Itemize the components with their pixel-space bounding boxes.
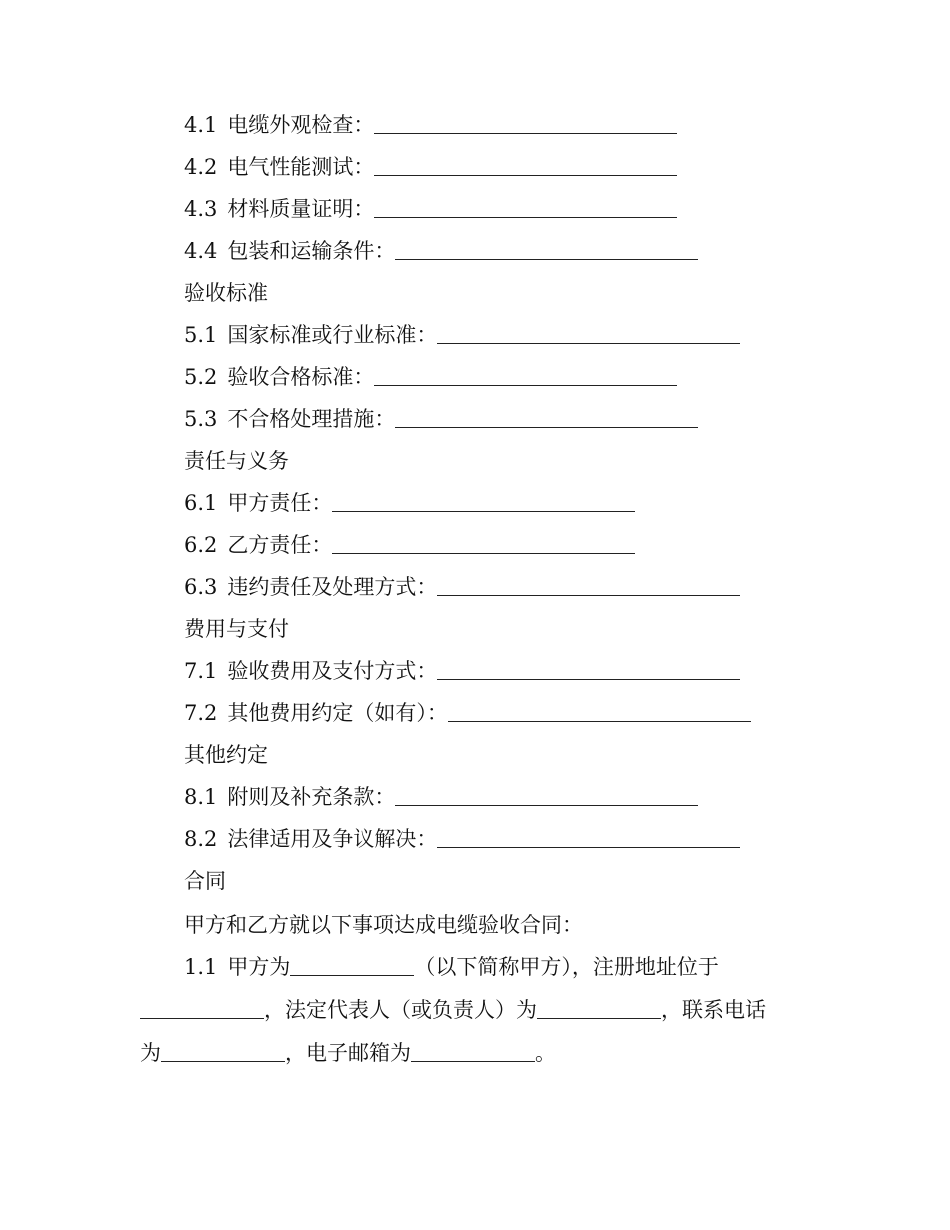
item-4-3: [184, 194, 677, 224]
fill-blank[interactable]: [437, 325, 740, 344]
section-heading-contract: 合同: [184, 869, 226, 893]
item-label: 材料质量证明：: [227, 197, 375, 221]
item-number: 6.3: [184, 575, 218, 599]
item-label: 电气性能测试：: [227, 155, 375, 179]
item-number: 7.1: [184, 659, 218, 683]
item-number: 4.4: [184, 239, 218, 263]
clause-number: 1.1: [184, 955, 218, 979]
item-number: 4.1: [184, 113, 218, 137]
item-number: 5.3: [184, 407, 218, 431]
item-label: 电缆外观检查：: [227, 113, 375, 137]
item-label: 法律适用及争议解决：: [227, 827, 438, 851]
item-number: 8.1: [184, 785, 218, 809]
clause-text: 甲方为: [227, 955, 291, 979]
contract-clause-line-3: [140, 1038, 556, 1068]
item-6-3: [184, 572, 740, 602]
fill-blank[interactable]: [374, 115, 677, 134]
item-label: 附则及补充条款：: [227, 785, 396, 809]
clause-text: ，法定代表人（或负责人）为: [264, 998, 537, 1022]
item-label: 包装和运输条件：: [227, 239, 396, 263]
item-label: 乙方责任：: [227, 533, 333, 557]
clause-text: （以下简称甲方），注册地址位于: [414, 955, 719, 979]
item-number: 8.2: [184, 827, 218, 851]
item-number: 6.2: [184, 533, 218, 557]
item-4-2: [184, 152, 677, 182]
item-8-2: [184, 824, 740, 854]
fill-blank[interactable]: [374, 367, 677, 386]
fill-blank[interactable]: [374, 199, 677, 218]
item-4-4: [184, 236, 698, 266]
fill-blank[interactable]: [437, 577, 740, 596]
clause-text: 为: [140, 1041, 161, 1065]
item-label: 甲方责任：: [227, 491, 333, 515]
fill-blank[interactable]: [395, 409, 698, 428]
clause-text: ，电子邮箱为: [285, 1041, 411, 1065]
email-blank[interactable]: [411, 1043, 535, 1062]
item-number: 5.1: [184, 323, 218, 347]
item-label: 验收费用及支付方式：: [227, 659, 438, 683]
item-number: 5.2: [184, 365, 218, 389]
item-label: 国家标准或行业标准：: [227, 323, 438, 347]
item-6-2: [184, 530, 635, 560]
fill-blank[interactable]: [332, 535, 635, 554]
fill-blank[interactable]: [448, 703, 751, 722]
item-7-1: [184, 656, 740, 686]
item-label: 验收合格标准：: [227, 365, 375, 389]
item-6-1: [184, 488, 635, 518]
section-heading-responsibilities: 责任与义务: [184, 449, 289, 473]
fill-blank[interactable]: [437, 829, 740, 848]
contract-clause-line-2: [140, 995, 766, 1025]
section-heading-fees-payment: 费用与支付: [184, 617, 289, 641]
section-heading-other-agreements: 其他约定: [184, 743, 268, 767]
item-5-2: [184, 362, 677, 392]
item-7-2: [184, 698, 751, 728]
legal-representative-blank[interactable]: [537, 1000, 661, 1019]
clause-text: 。: [535, 1041, 556, 1065]
item-number: 6.1: [184, 491, 218, 515]
party-a-name-blank[interactable]: [290, 957, 414, 976]
contract-clause-line-1: [184, 952, 719, 982]
fill-blank[interactable]: [437, 661, 740, 680]
fill-blank[interactable]: [395, 241, 698, 260]
section-heading-acceptance-standards: 验收标准: [184, 281, 268, 305]
item-8-1: [184, 782, 698, 812]
item-4-1: [184, 110, 677, 140]
registered-address-blank[interactable]: [140, 1000, 264, 1019]
item-label: 违约责任及处理方式：: [227, 575, 438, 599]
item-number: 4.3: [184, 197, 218, 221]
item-number: 4.2: [184, 155, 218, 179]
item-label: 不合格处理措施：: [227, 407, 396, 431]
fill-blank[interactable]: [374, 157, 677, 176]
item-5-1: [184, 320, 740, 350]
clause-text: ，联系电话: [661, 998, 766, 1022]
item-label: 其他费用约定（如有）：: [227, 701, 448, 725]
fill-blank[interactable]: [395, 787, 698, 806]
contract-intro: 甲方和乙方就以下事项达成电缆验收合同：: [184, 913, 583, 937]
item-5-3: [184, 404, 698, 434]
fill-blank[interactable]: [332, 493, 635, 512]
phone-blank[interactable]: [161, 1043, 285, 1062]
item-number: 7.2: [184, 701, 218, 725]
